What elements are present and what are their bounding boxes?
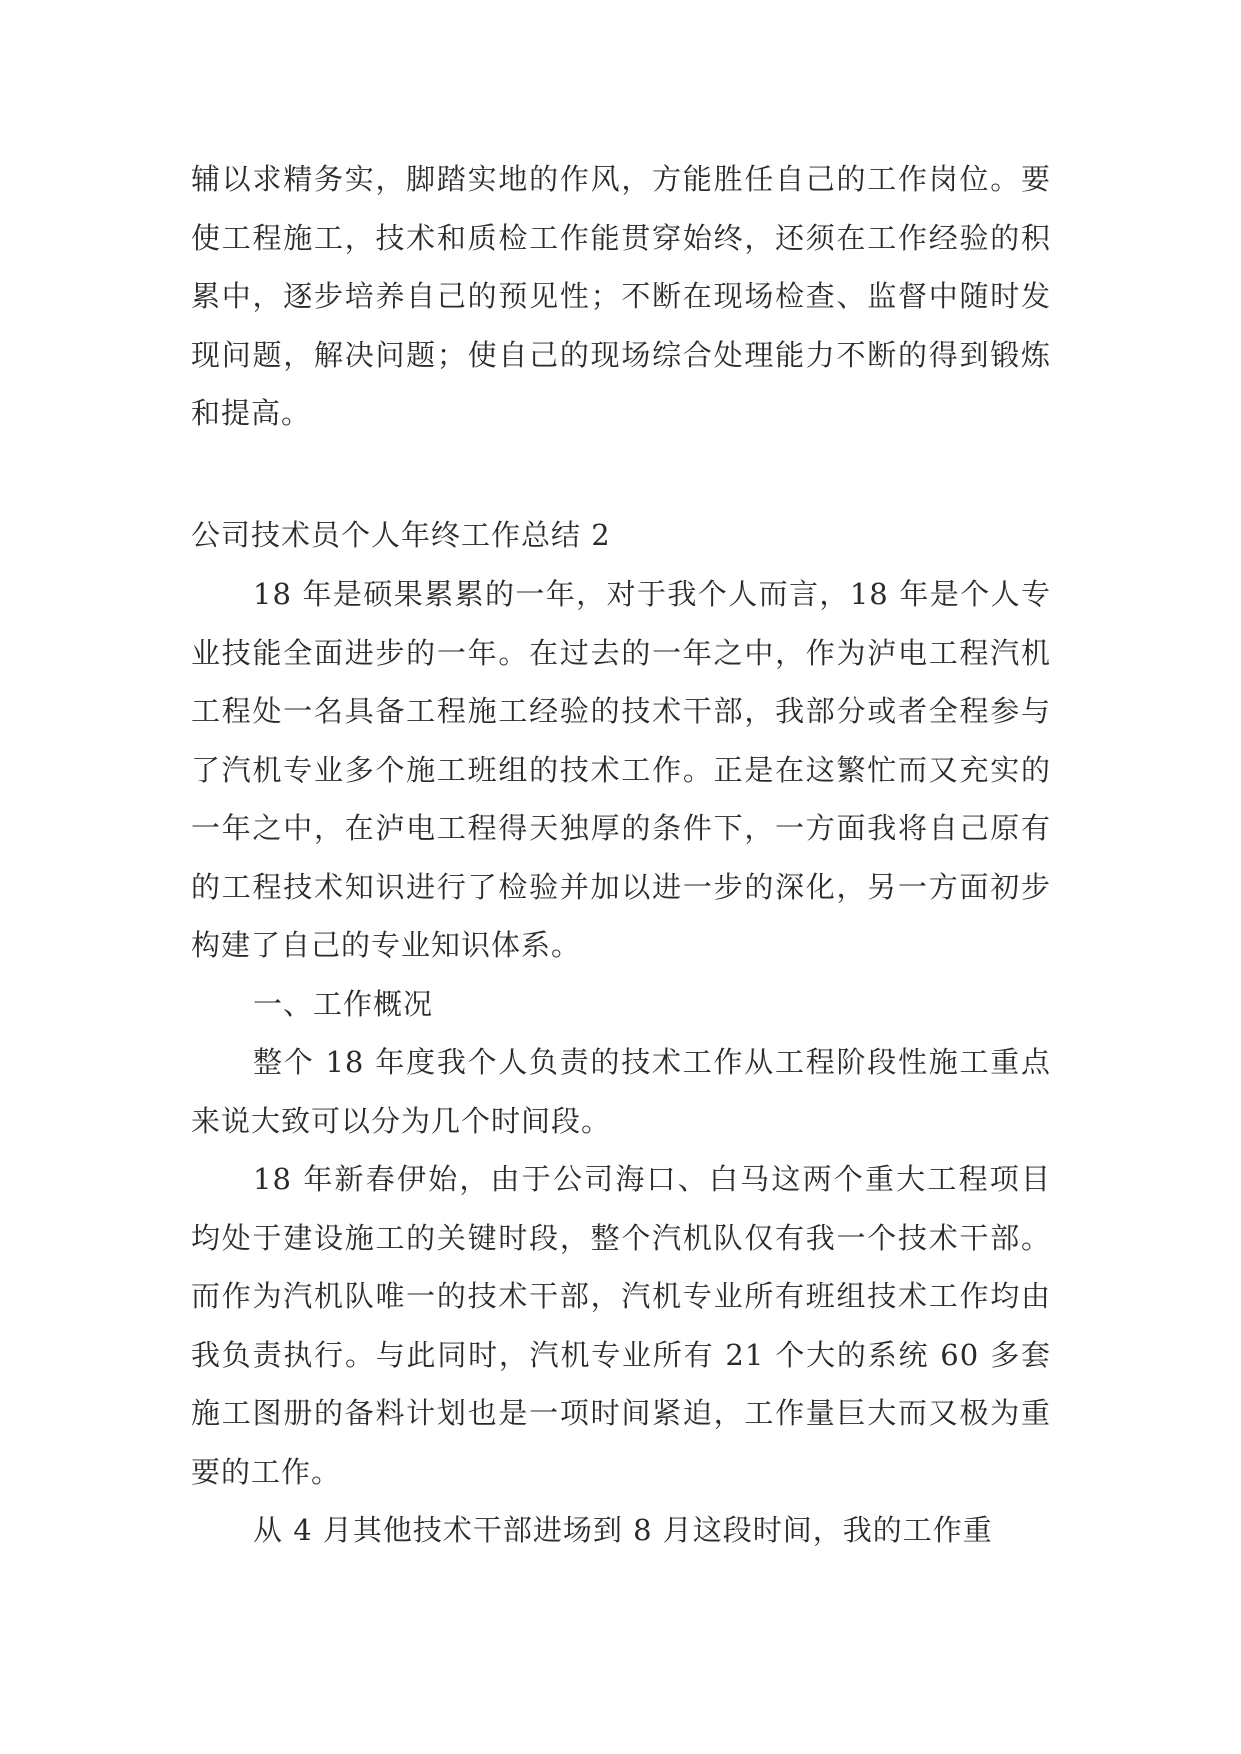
paragraph-text: 辅以求精务实，脚踏实地的作风，方能胜任自己的工作岗位。要使工程施工，技术和质检工作能贯穿始终，还须在工作经验的积累中，逐步培养自己的预见性；不断在现场检查、监督中随时发现问题，解决问题；使自己的现场综合处理能力不断的得到锻炼和提高。 xyxy=(191,162,1051,430)
paragraph: 从 4 月其他技术干部进场到 8 月这段时间，我的工作重 xyxy=(253,1513,993,1547)
paragraph: 18 年是硕果累累的一年，对于我个人而言，18 年是个人专业技能全面进步的一年。在过去的一年之中，作为泸电工程汽机工程处一名具备工程施工经验的技术干部，我部分或者全程参与了汽机专业多个施工班组的技术工作。正是在这繁忙而又充实的一年之中，在泸电工程得天独厚的条件下，一方面我将自己原有的工程技术知识进行了检验并加以进一步的深化，另一方面初步构建了自己的专业知识体系。 xyxy=(191,577,1051,962)
section-heading: 公司技术员个人年终工作总结 2 xyxy=(191,518,611,552)
paragraph: 整个 18 年度我个人负责的技术工作从工程阶段性施工重点来说大致可以分为几个时间段。 xyxy=(191,1045,1051,1138)
intro-paragraph xyxy=(191,150,1051,443)
paragraph: 18 年新春伊始，由于公司海口、白马这两个重大工程项目均处于建设施工的关键时段，整个汽机队仅有我一个技术干部。而作为汽机队唯一的技术干部，汽机专业所有班组技术工作均由我负责执行。与此同时，汽机专业所有 21 个大的系统 60 多套施工图册的备料计划也是一项时间紧迫，工作量巨大而又极为重要的工作。 xyxy=(191,1162,1051,1489)
document-body xyxy=(191,565,1051,1560)
section-title: 一、工作概况 xyxy=(253,986,434,1021)
